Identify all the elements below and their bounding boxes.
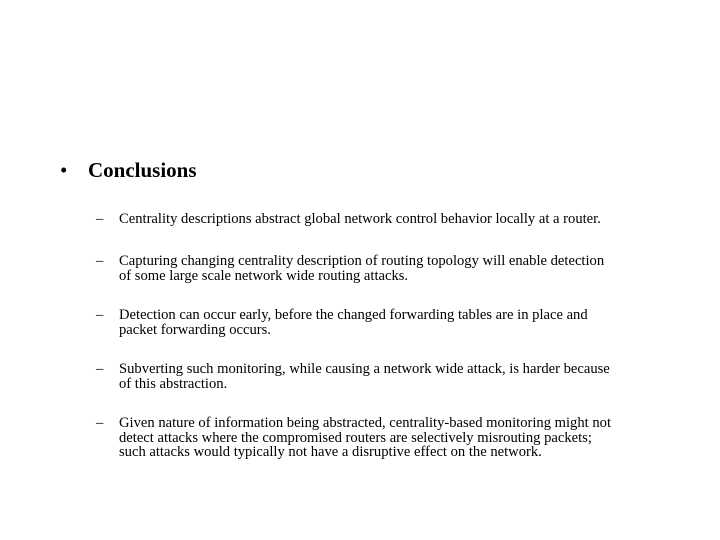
dash-icon: – [96, 307, 104, 323]
dash-icon: – [96, 211, 104, 227]
heading-row [60, 156, 197, 184]
list-item-text [119, 308, 676, 337]
list-item-text [119, 416, 676, 460]
list-item [96, 416, 676, 460]
list-item-line: of this abstraction. [119, 375, 228, 392]
list-item-line: packet forwarding occurs. [119, 321, 271, 338]
list-item [96, 254, 676, 283]
list-item-line: such attacks would typically not have a disruptive effect on the network. [119, 444, 542, 460]
bullet-icon: • [60, 158, 68, 182]
dash-icon: – [96, 415, 104, 431]
dash-icon: – [96, 361, 104, 377]
list-item-line: Subverting such monitoring, while causing a network wide attack, is harder because [119, 361, 610, 377]
list-item [96, 308, 676, 337]
dash-icon: – [96, 253, 104, 269]
list-item [96, 212, 676, 227]
list-item-text [119, 212, 676, 227]
list-item-line: Detection can occur early, before the changed forwarding tables are in place and [119, 307, 588, 323]
slide-heading: Conclusions [88, 158, 197, 182]
list-item [96, 362, 676, 391]
list-item-text [119, 254, 676, 283]
list-item-line: of some large scale network wide routing attacks. [119, 267, 409, 284]
list-item-line: detect attacks where the compromised routers are selectively misrouting packets; [119, 429, 592, 446]
list-item-line: Centrality descriptions abstract global network control behavior locally at a router. [119, 211, 601, 227]
list-item-text [119, 362, 676, 391]
list-item-line: Given nature of information being abstracted, centrality-based monitoring might not [119, 415, 611, 431]
list-item-line: Capturing changing centrality description of routing topology will enable detection [119, 253, 605, 269]
